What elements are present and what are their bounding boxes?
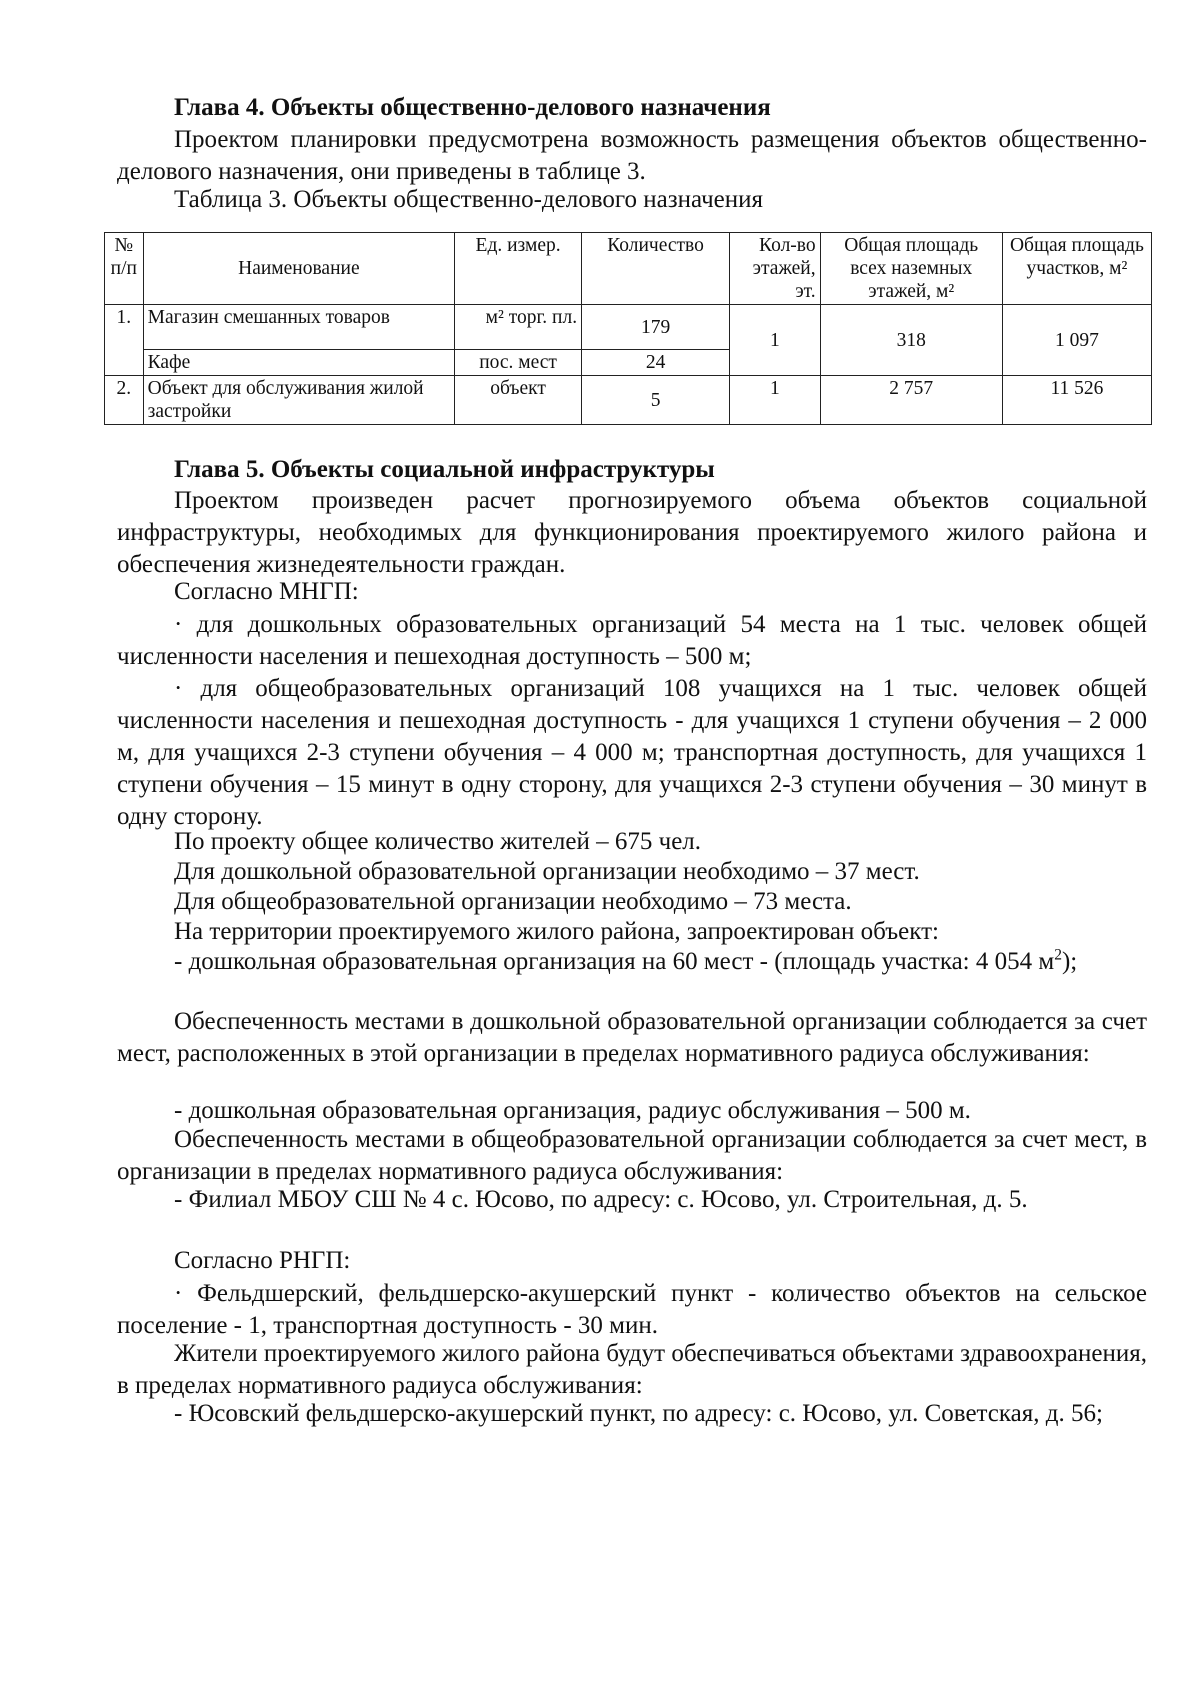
row2-name: Объект для обслуживания жилой застройки (143, 376, 454, 425)
row1b-name: Кафе (143, 350, 454, 376)
paragraph: По проекту общее количество жителей – 675 чел. (174, 828, 702, 855)
row2-num: 2. (105, 376, 144, 425)
row1-area-floors: 318 (820, 305, 1002, 376)
row1b-unit: пос. мест (455, 350, 582, 376)
header-floors: Кол-во этажей, эт. (730, 233, 821, 305)
chapter4-heading: Глава 4. Объекты общественно-делового назначения (174, 94, 771, 121)
paragraph: · для дошкольных образовательных организаций 54 места на 1 тыс. человек общей численности населения и пешеходная доступность – 500 м; (117, 611, 1147, 670)
paragraph: Проектом произведен расчет прогнозируемого объема объектов социальной инфраструктуры, необходимых для функционирования проектируемого жилого района и обеспечения жизнедеятельности граждан. (117, 487, 1147, 578)
paragraph: Согласно РНГП: (174, 1247, 351, 1274)
paragraph: · для общеобразовательных организаций 108 учащихся на 1 тыс. человек общей численности населения и пешеходная доступность - для учащихся 1 ступени обучения – 2 000 м, для учащихся 2-3 ступени обучения – 4 000 м; транспортная доступность, для учащихся 1 ступени обучения – 15 минут в одну сторону, для учащихся 2-3 ступени обучения – 30 минут в одну сторону. (117, 675, 1147, 830)
row2-unit: объект (455, 376, 582, 425)
row1-floors: 1 (730, 305, 821, 376)
row2-qty: 5 (582, 376, 730, 425)
paragraph: Жители проектируемого жилого района будут обеспечиваться объектами здравоохранения, в пределах нормативного радиуса обслуживания: (117, 1340, 1147, 1399)
header-area-floors: Общая площадь всех наземных этажей, м² (820, 233, 1002, 305)
row1-qty: 179 (582, 305, 730, 350)
paragraph: - Филиал МБОУ СШ № 4 с. Юсово, по адресу: с. Юсово, ул. Строительная, д. 5. (174, 1186, 1028, 1213)
row1-name: Магазин смешанных товаров (143, 305, 454, 350)
table-caption: Таблица 3. Объекты общественно-делового назначения (174, 186, 763, 213)
paragraph: - дошкольная образовательная организация на 60 мест - (площадь участка: 4 054 $м^2$); (174, 946, 1078, 975)
header-qty: Количество (582, 233, 730, 305)
paragraph: Для общеобразовательной организации необходимо – 73 места. (174, 888, 852, 915)
row2-area-floors: 2 757 (820, 376, 1002, 425)
row2-floors: 1 (730, 376, 821, 425)
row2-area-plots: 11 526 (1002, 376, 1151, 425)
paragraph: Обеспеченность местами в общеобразовательной организации соблюдается за счет мест, в организации в пределах нормативного радиуса обслуживания: (117, 1126, 1147, 1185)
paragraph: · Фельдшерский, фельдшерско-акушерский пункт - количество объектов на сельское поселение - 1, транспортная доступность - 30 мин. (117, 1280, 1147, 1339)
chapter5-heading: Глава 5. Объекты социальной инфраструктуры (174, 456, 715, 483)
header-num: № п/п (105, 233, 144, 305)
chapter4-intro: Проектом планировки предусмотрена возможность размещения объектов общественно-делового назначения, они приведены в таблице 3. (117, 126, 1147, 185)
header-area-plots: Общая площадь участков, м² (1002, 233, 1151, 305)
paragraph: - Юсовский фельдшерско-акушерский пункт, по адресу: с. Юсово, ул. Советская, д. 56; (174, 1400, 1103, 1427)
paragraph: Согласно МНГП: (174, 578, 359, 605)
row1-num: 1. (105, 305, 144, 376)
row1-area-plots: 1 097 (1002, 305, 1151, 376)
paragraph: - дошкольная образовательная организация, радиус обслуживания – 500 м. (174, 1097, 971, 1124)
objects-table (104, 232, 1152, 425)
row1-unit: м² торг. пл. (455, 305, 582, 350)
header-name: Наименование (143, 233, 454, 305)
paragraph: Обеспеченность местами в дошкольной образовательной организации соблюдается за счет мест, расположенных в этой организации в пределах нормативного радиуса обслуживания: (117, 1008, 1147, 1067)
header-unit: Ед. измер. (455, 233, 582, 305)
row1b-qty: 24 (582, 350, 730, 376)
paragraph: Для дошкольной образовательной организации необходимо – 37 мест. (174, 858, 920, 885)
table-header-row (105, 233, 1152, 305)
paragraph: На территории проектируемого жилого района, запроектирован объект: (174, 918, 939, 945)
table-row (105, 305, 1152, 350)
table-row (105, 376, 1152, 425)
